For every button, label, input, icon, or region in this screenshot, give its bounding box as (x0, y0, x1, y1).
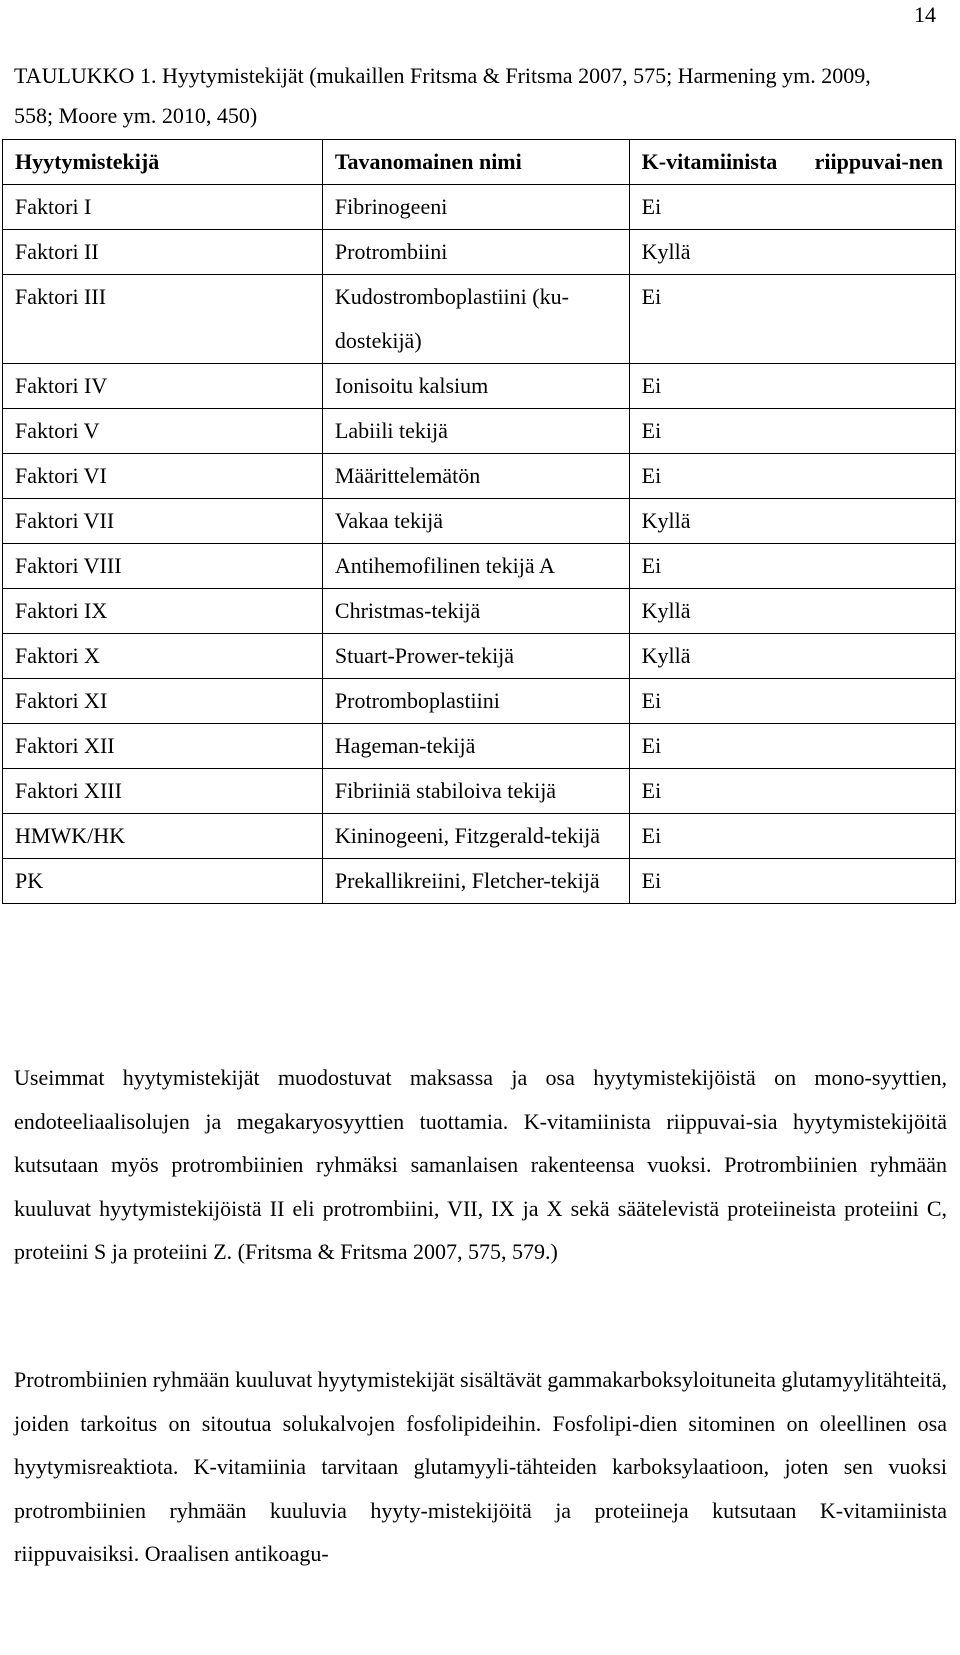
cell-common-name: Kininogeeni, Fitzgerald-tekijä (322, 814, 629, 859)
cell-factor: Faktori VI (3, 454, 323, 499)
table-body (3, 185, 956, 904)
table-row (3, 769, 956, 814)
cell-factor: Faktori VII (3, 499, 323, 544)
cell-k-dependent: Ei (629, 185, 955, 230)
table-row (3, 544, 956, 589)
cell-factor: Faktori II (3, 230, 323, 275)
table-row (3, 185, 956, 230)
cell-common-name: Ionisoitu kalsium (322, 364, 629, 409)
cell-common-name: Antihemofilinen tekijä A (322, 544, 629, 589)
cell-k-dependent: Ei (629, 769, 955, 814)
cell-common-name: Labiili tekijä (322, 409, 629, 454)
cell-k-dependent: Kyllä (629, 499, 955, 544)
cell-k-dependent: Ei (629, 364, 955, 409)
cell-factor: PK (3, 859, 323, 904)
table-row (3, 589, 956, 634)
cell-factor: Faktori III (3, 275, 323, 364)
cell-k-dependent: Ei (629, 409, 955, 454)
table-row (3, 499, 956, 544)
cell-k-dependent: Ei (629, 724, 955, 769)
cell-common-name: Hageman-tekijä (322, 724, 629, 769)
cell-common-name: Stuart-Prower-tekijä (322, 634, 629, 679)
cell-common-name: Fibrinogeeni (322, 185, 629, 230)
table-row (3, 230, 956, 275)
cell-factor: Faktori XI (3, 679, 323, 724)
cell-factor: Faktori VIII (3, 544, 323, 589)
cell-common-name: Kudostromboplastiini (ku-dostekijä) (322, 275, 629, 364)
cell-k-dependent: Ei (629, 814, 955, 859)
paragraph-2: Protrombiinien ryhmään kuuluvat hyytymistekijät sisältävät gammakarboksyloituneita glutamyylitähteitä, joiden tarkoitus on sitoutua solukalvojen fosfolipideihin. Fosfolipi-dien sitominen on oleellinen osa hyytymisreaktiota. K-vitamiinia tarvitaan glutamyyli-tähteiden karboksylaatioon, joten sen vuoksi protrombiinien ryhmään kuuluvia hyyty-mistekijöitä ja proteiineja kutsutaan K-vitamiinista riippuvaisiksi. Oraalisen antikoagu- (14, 1367, 947, 1566)
cell-common-name: Protrombiini (322, 230, 629, 275)
cell-k-dependent: Ei (629, 275, 955, 364)
table-header-row (3, 140, 956, 185)
cell-k-dependent: Kyllä (629, 589, 955, 634)
cell-common-name: Christmas-tekijä (322, 589, 629, 634)
table-row (3, 454, 956, 499)
cell-k-dependent: Ei (629, 454, 955, 499)
header-common-name: Tavanomainen nimi (322, 140, 629, 185)
table-row (3, 634, 956, 679)
table-row (3, 859, 956, 904)
cell-factor: Faktori XIII (3, 769, 323, 814)
cell-common-name: Protromboplastiini (322, 679, 629, 724)
cell-k-dependent: Kyllä (629, 230, 955, 275)
clotting-factors-table (2, 139, 956, 904)
cell-factor: Faktori I (3, 185, 323, 230)
cell-factor: Faktori V (3, 409, 323, 454)
paragraph-1: Useimmat hyytymistekijät muodostuvat maksassa ja osa hyytymistekijöistä on mono-syyttien, endoteeliaalisolujen ja megakaryosyyttien tuottamia. K-vitamiinista riippuvai-sia hyytymistekijöitä kutsutaan myös protrombiinien ryhmäksi samanlaisen rakenteensa vuoksi. Protrombiinien ryhmään kuuluvat hyytymistekijöistä II eli protrombiini, VII, IX ja X sekä säätelevistä proteiineista proteiini C, proteiini S ja proteiini Z. (Fritsma & Fritsma 2007, 575, 579.) (14, 1065, 947, 1264)
table-row (3, 409, 956, 454)
table-row (3, 724, 956, 769)
table-row (3, 275, 956, 364)
table-caption: TAULUKKO 1. Hyytymistekijät (mukaillen Fritsma & Fritsma 2007, 575; Harmening ym. 2009, 558; Moore ym. 2010, 450) (14, 63, 871, 128)
page-number: 14 (914, 2, 936, 27)
cell-factor: HMWK/HK (3, 814, 323, 859)
table-row (3, 364, 956, 409)
cell-k-dependent: Kyllä (629, 634, 955, 679)
header-k-dependent: K-vitamiinista riippuvai-nen (629, 140, 955, 185)
cell-k-dependent: Ei (629, 679, 955, 724)
cell-k-dependent: Ei (629, 859, 955, 904)
header-factor: Hyytymistekijä (3, 140, 323, 185)
cell-common-name: Vakaa tekijä (322, 499, 629, 544)
cell-factor: Faktori IV (3, 364, 323, 409)
cell-common-name: Määrittelemätön (322, 454, 629, 499)
table-row (3, 679, 956, 724)
cell-factor: Faktori IX (3, 589, 323, 634)
cell-factor: Faktori XII (3, 724, 323, 769)
cell-common-name: Fibriiniä stabiloiva tekijä (322, 769, 629, 814)
table-row (3, 814, 956, 859)
cell-k-dependent: Ei (629, 544, 955, 589)
cell-common-name: Prekallikreiini, Fletcher-tekijä (322, 859, 629, 904)
cell-factor: Faktori X (3, 634, 323, 679)
